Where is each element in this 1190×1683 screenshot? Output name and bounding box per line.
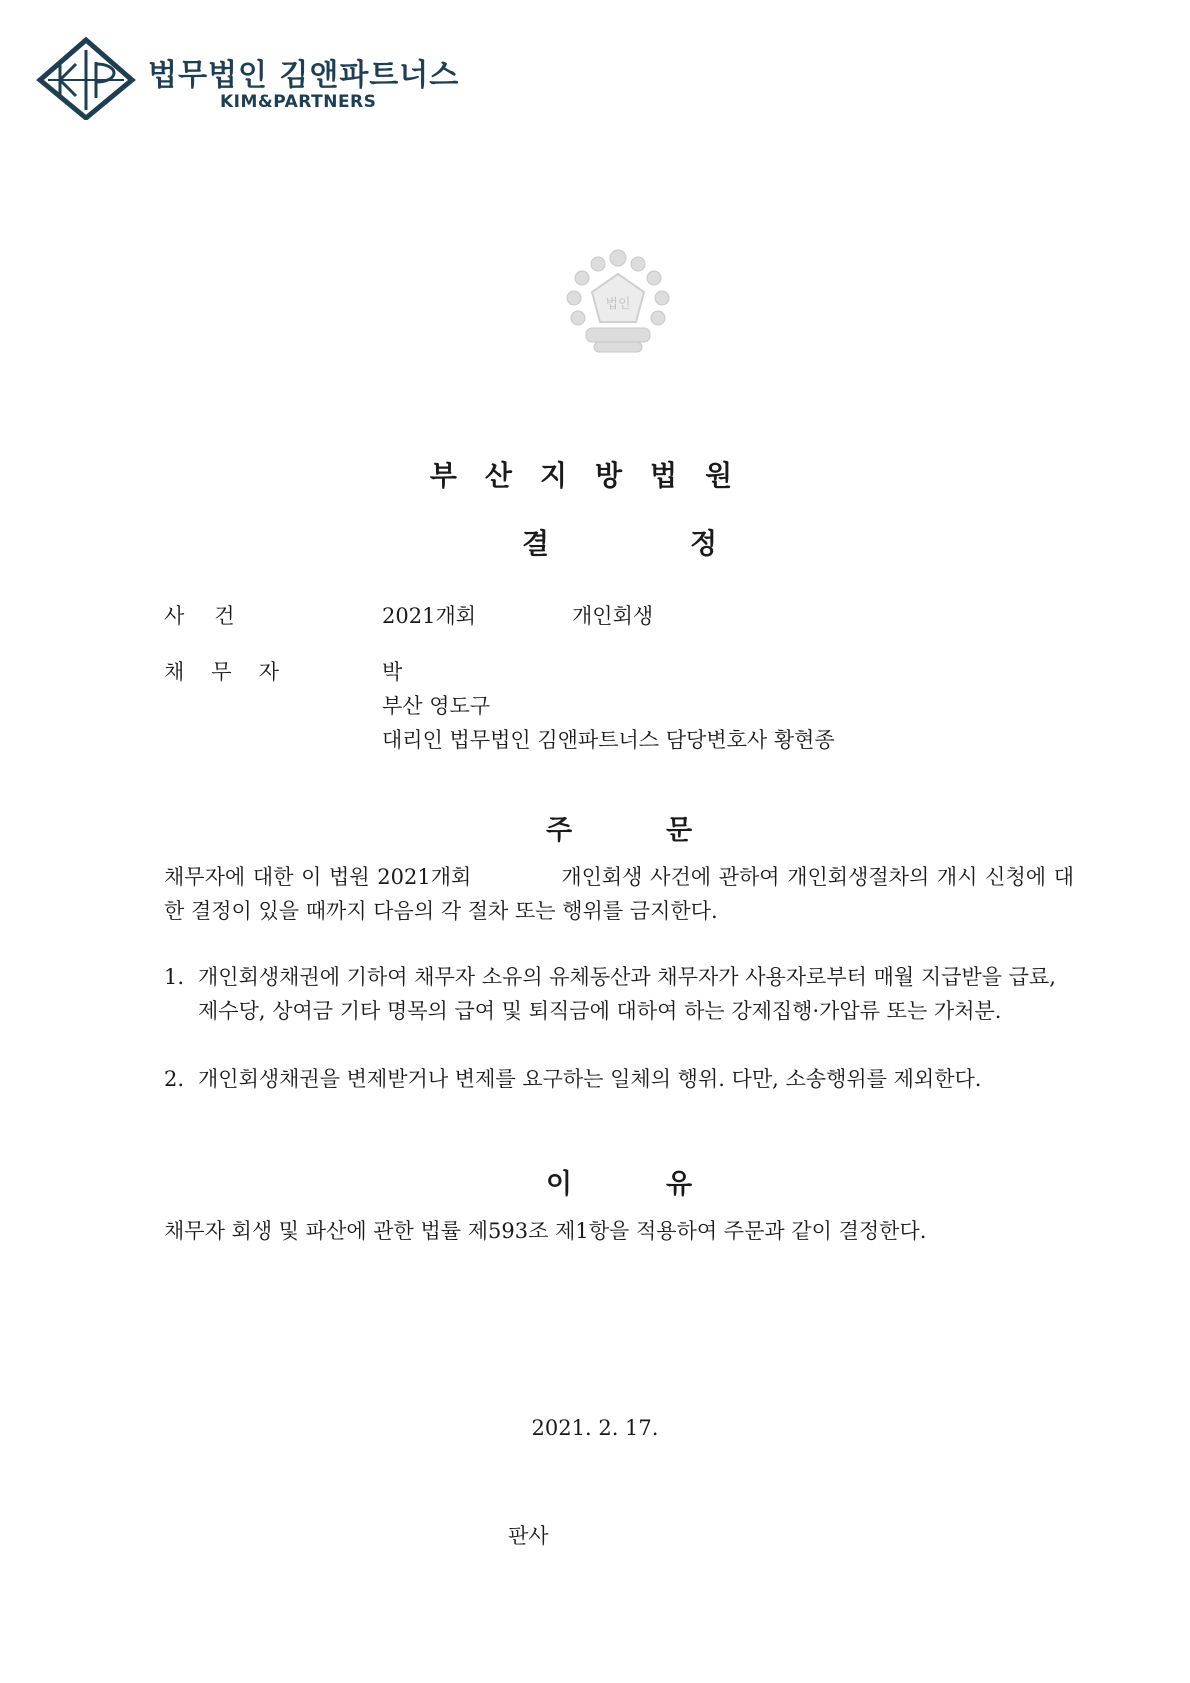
- firm-logo-icon: [36, 36, 136, 120]
- reason-heading-right: 유: [666, 1169, 693, 1200]
- debtor-name: 박: [382, 660, 403, 684]
- reason-text: 채무자 회생 및 파산에 관한 법률 제593조 제1항을 적용하여 주문과 같이 결정한다.: [164, 1219, 927, 1243]
- court-seal-icon: [560, 244, 676, 360]
- seal-text: 법인: [605, 297, 631, 312]
- reason-heading-left: 이: [546, 1169, 573, 1200]
- order-heading-left: 주: [546, 815, 573, 846]
- order-intro-part1: 채무자에 대한 이 법원 2021개회: [164, 865, 472, 889]
- debtor-agent: 대리인 법무법인 김앤파트너스 담당변호사 황현종: [382, 728, 835, 752]
- document-title-right: 정: [690, 527, 718, 560]
- decision-date: 2021. 2. 17.: [531, 1416, 659, 1440]
- order-item-number: 2.: [164, 1067, 185, 1091]
- case-number: 2021개회: [382, 604, 477, 628]
- document-title-left: 결: [522, 527, 550, 560]
- order-intro-part2: 개인회생 사건에 관하여 개인회생절차의 개시 신청에 대한 결정이 있을 때까지 다음의 각 절차 또는 행위를 금지한다.: [164, 865, 1074, 923]
- order-item-text: 개인회생채권을 변제받거나 변제를 요구하는 일체의 행위. 다만, 소송행위를 제외한다.: [198, 1067, 982, 1091]
- order-heading-right: 문: [666, 815, 693, 846]
- order-item: [164, 960, 1060, 1028]
- judge-label: 판사: [508, 1524, 549, 1548]
- order-item-number: 1.: [164, 965, 185, 989]
- debtor-address: 부산 영도구: [382, 694, 491, 718]
- case-type: 개인회생: [572, 604, 654, 628]
- firm-logo: [36, 36, 460, 126]
- order-item-text: 개인회생채권에 기하여 채무자 소유의 유체동산과 채무자가 사용자로부터 매월 지급받을 급료, 제수당, 상여금 기타 명목의 급여 및 퇴직금에 대하여 하는 강제집행·가압류 또는 가처분.: [198, 965, 1056, 1023]
- case-label: 사건: [164, 604, 265, 628]
- debtor-label: 채무자: [164, 660, 306, 684]
- order-intro: [164, 860, 1074, 928]
- firm-name-korean: 법무법인 김앤파트너스: [148, 58, 460, 93]
- order-item: [164, 1062, 1060, 1096]
- firm-name-english: KIM&PARTNERS: [220, 92, 377, 112]
- court-name: 부산지방법원: [429, 459, 761, 492]
